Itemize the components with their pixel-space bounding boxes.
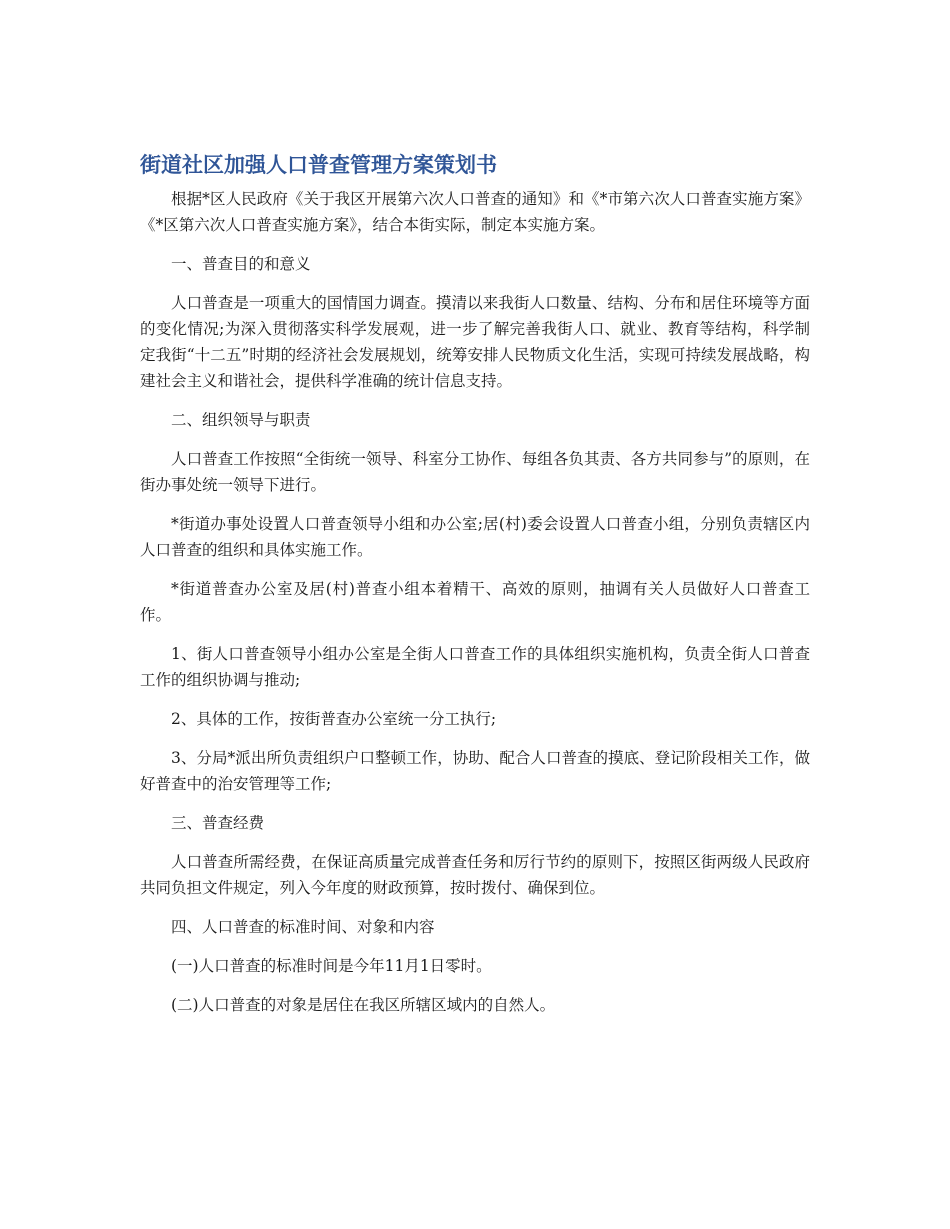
section-heading-purpose: 一、普查目的和意义 <box>171 255 311 273</box>
street-office-paragraph: *街道办事处设置人口普查领导小组和办公室;居(村)委会设置人口普查小组，分别负责辖区内人口普查的组织和具体实施工作。 <box>140 515 810 559</box>
standard-time-item: (一)人口普查的标准时间是今年11月1日零时。 <box>171 957 492 975</box>
section-heading-organization: 二、组织领导与职责 <box>171 411 311 429</box>
duty-item-2: 2、具体的工作，按街普查办公室统一分工执行; <box>171 710 497 728</box>
document-body <box>140 150 810 1031</box>
intro-paragraph: 根据*区人民政府《关于我区开展第六次人口普查的通知》和《*市第六次人口普查实施方案》《*区第六次人口普查实施方案》，结合本街实际，制定本实施方案。 <box>140 190 810 234</box>
purpose-paragraph: 人口普查是一项重大的国情国力调查。摸清以来我街人口数量、结构、分布和居住环境等方面的变化情况;为深入贯彻落实科学发展观，进一步了解完善我街人口、就业、教育等结构，科学制定我街“十二五”时期的经济社会发展规划，统筹安排人民物质文化生活，实现可持续发展战略，构建社会主义和谐社会，提供科学准确的统计信息支持。 <box>140 294 810 390</box>
section-heading-standard-time: 四、人口普查的标准时间、对象和内容 <box>171 918 435 936</box>
organization-paragraph: 人口普查工作按照“全街统一领导、科室分工协作、每组各负其责、各方共同参与”的原则，在街办事处统一领导下进行。 <box>140 450 810 494</box>
duty-item-3: 3、分局*派出所负责组织户口整顿工作，协助、配合人口普查的摸底、登记阶段相关工作，做好普查中的治安管理等工作; <box>140 749 810 793</box>
census-office-paragraph: *街道普查办公室及居(村)普查小组本着精干、高效的原则，抽调有关人员做好人口普查工作。 <box>140 580 810 624</box>
duty-item-1: 1、街人口普查领导小组办公室是全街人口普查工作的具体组织实施机构，负责全街人口普查工作的组织协调与推动; <box>140 645 810 689</box>
section-heading-funding: 三、普查经费 <box>171 814 265 832</box>
funding-paragraph: 人口普查所需经费，在保证高质量完成普查任务和厉行节约的原则下，按照区街两级人民政府共同负担文件规定，列入今年度的财政预算，按时拨付、确保到位。 <box>140 853 810 897</box>
document-title: 街道社区加强人口普查管理方案策划书 <box>140 153 497 177</box>
census-object-item: (二)人口普查的对象是居住在我区所辖区域内的自然人。 <box>171 996 556 1014</box>
